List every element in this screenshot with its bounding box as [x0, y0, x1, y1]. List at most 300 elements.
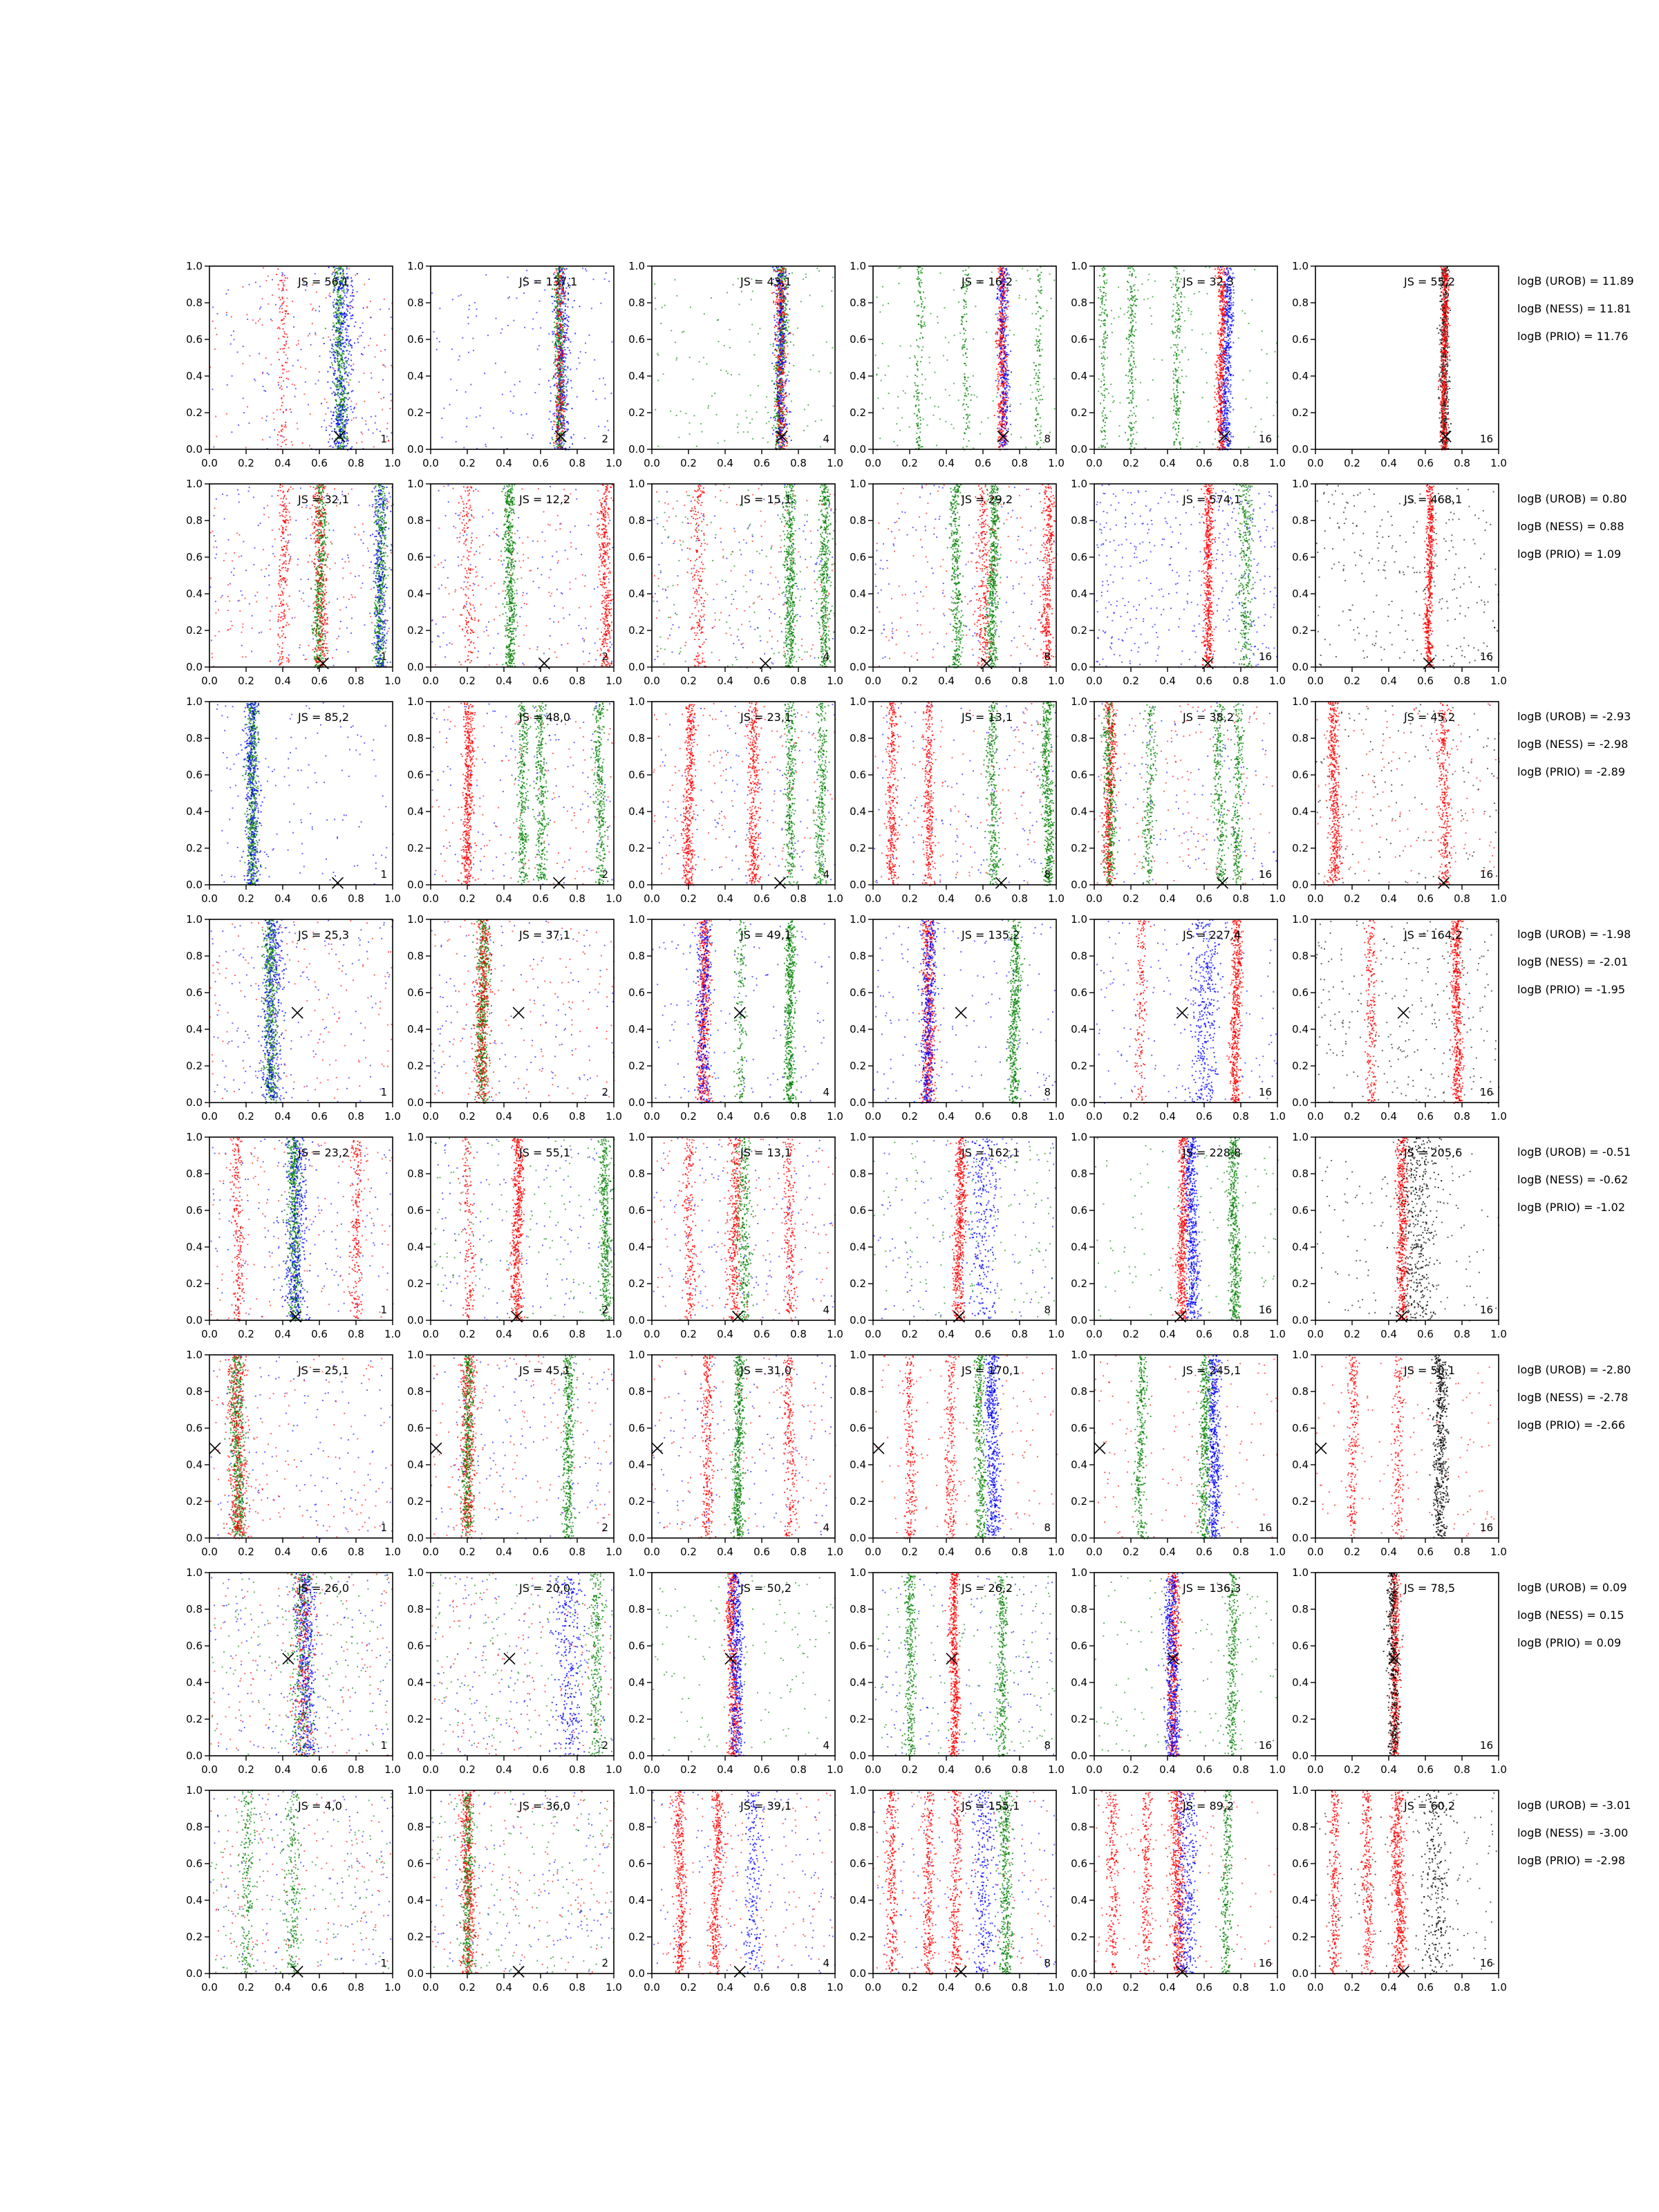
scatter-point	[297, 422, 298, 424]
scatter-point	[283, 301, 285, 302]
scatter-point	[338, 409, 339, 411]
scatter-point	[559, 394, 561, 395]
scatter-point	[364, 401, 365, 402]
scatter-point	[487, 335, 489, 336]
scatter-point	[344, 364, 345, 365]
scatter-point	[361, 431, 362, 433]
scatter-point	[344, 317, 346, 318]
scatter-point	[330, 388, 332, 389]
scatter-point	[342, 337, 344, 338]
scatter-point	[462, 337, 463, 339]
scatter-point	[272, 294, 273, 296]
scatter-point	[706, 364, 708, 365]
scatter-point	[724, 345, 725, 346]
scatter-point	[344, 385, 345, 386]
scatter-point	[793, 365, 794, 366]
scatter-point	[331, 418, 332, 420]
scatter-point	[785, 330, 787, 331]
scatter-point	[776, 357, 777, 358]
scatter-point	[470, 384, 471, 385]
scatter-point	[341, 355, 342, 357]
scatter-point	[751, 418, 753, 420]
scatter-point	[561, 396, 562, 397]
scatter-point	[561, 417, 563, 418]
scatter-point	[519, 381, 521, 382]
scatter-point	[346, 409, 347, 410]
scatter-point	[773, 425, 774, 427]
scatter-point	[774, 410, 776, 411]
scatter-point	[333, 339, 335, 340]
scatter-point	[346, 268, 348, 270]
scatter-point	[362, 354, 364, 355]
scatter-point	[347, 360, 348, 362]
scatter-point	[382, 409, 383, 411]
scatter-point	[333, 315, 335, 317]
scatter-point	[495, 363, 496, 364]
scatter-point	[711, 395, 713, 397]
scatter-point	[741, 291, 742, 292]
scatter-point	[559, 267, 561, 268]
scatter-panel	[186, 260, 401, 469]
scatter-point	[344, 346, 346, 347]
scatter-point	[259, 353, 260, 355]
scatter-point	[379, 309, 381, 310]
scatter-point	[337, 309, 339, 310]
scatter-point	[355, 321, 357, 323]
scatter-point	[339, 380, 341, 382]
scatter-point	[283, 348, 285, 349]
scatter-point	[539, 301, 541, 302]
scatter-point	[281, 405, 283, 406]
scatter-point	[339, 372, 341, 373]
scatter-point	[559, 416, 561, 418]
scatter-point	[350, 379, 351, 381]
scatter-point	[348, 382, 350, 384]
scatter-point	[279, 328, 281, 330]
scatter-point	[561, 270, 563, 272]
scatter-point	[555, 317, 556, 319]
scatter-point	[337, 384, 339, 386]
scatter-point	[564, 349, 565, 350]
scatter-point	[310, 303, 312, 305]
scatter-point	[555, 308, 556, 309]
scatter-point	[348, 343, 350, 344]
scatter-point	[308, 335, 309, 337]
scatter-point	[566, 395, 568, 396]
scatter-point	[608, 429, 609, 431]
scatter-point	[500, 437, 502, 438]
scatter-point	[386, 428, 388, 429]
scatter-point	[556, 288, 557, 290]
scatter-point	[565, 375, 566, 376]
scatter-point	[341, 290, 343, 292]
scatter-point	[282, 288, 283, 289]
scatter-point	[733, 284, 734, 285]
scatter-point	[565, 303, 566, 305]
scatter-point	[286, 306, 288, 307]
scatter-point	[346, 410, 348, 411]
scatter-point	[676, 359, 677, 361]
scatter-point	[247, 319, 248, 320]
scatter-point	[344, 362, 345, 364]
scatter-point	[216, 435, 217, 437]
scatter-point	[433, 331, 435, 332]
scatter-point	[349, 312, 350, 314]
scatter-point	[279, 311, 281, 312]
scatter-point	[336, 384, 337, 386]
scatter-point	[341, 322, 342, 324]
scatter-point	[560, 368, 561, 370]
scatter-point	[336, 401, 337, 402]
scatter-point	[556, 385, 557, 386]
scatter-point	[247, 406, 248, 408]
scatter-point	[341, 389, 343, 391]
scatter-point	[557, 351, 559, 353]
scatter-point	[337, 316, 338, 317]
scatter-point	[346, 288, 348, 290]
scatter-point	[343, 447, 344, 448]
scatter-point	[343, 303, 344, 304]
scatter-point	[344, 300, 345, 301]
x-tick-label: 1.0	[827, 457, 843, 469]
scatter-point	[554, 447, 556, 449]
scatter-point	[231, 335, 232, 336]
scatter-point	[561, 379, 563, 381]
x-tick-label: 0.8	[569, 457, 585, 469]
scatter-point	[774, 401, 776, 402]
scatter-point	[560, 423, 561, 424]
scatter-point	[676, 357, 677, 359]
scatter-point	[282, 365, 283, 366]
scatter-point	[579, 362, 581, 364]
scatter-point	[280, 409, 281, 411]
scatter-point	[259, 308, 261, 310]
scatter-point	[333, 412, 335, 413]
axes-frame	[209, 266, 393, 449]
scatter-point	[560, 306, 561, 307]
scatter-point	[539, 368, 541, 370]
scatter-point	[342, 367, 344, 368]
scatter-point	[521, 414, 522, 415]
scatter-point	[346, 440, 347, 442]
scatter-point	[373, 433, 374, 434]
y-tick-label: 0.8	[407, 297, 424, 309]
scatter-point	[611, 393, 612, 394]
scatter-point	[267, 373, 268, 374]
scatter-point	[563, 420, 565, 421]
scatter-point	[561, 359, 563, 361]
scatter-point	[708, 405, 709, 406]
scatter-point	[563, 411, 564, 412]
scatter-point	[338, 424, 339, 426]
scatter-point	[337, 341, 339, 343]
scatter-point	[554, 373, 556, 374]
y-tick-label: 1.0	[407, 260, 424, 272]
scatter-point	[564, 428, 565, 429]
scatter-point	[340, 444, 341, 446]
scatter-point	[501, 328, 503, 330]
scatter-point	[569, 350, 570, 351]
scatter-point	[335, 407, 336, 409]
scatter-point	[342, 429, 344, 431]
scatter-point	[283, 352, 285, 353]
y-tick-label: 0.0	[628, 443, 645, 456]
scatter-point	[756, 411, 758, 413]
scatter-point	[568, 293, 569, 294]
scatter-point	[350, 318, 351, 319]
scatter-point	[563, 440, 564, 442]
scatter-point	[349, 351, 350, 353]
scatter-point	[749, 422, 751, 424]
scatter-point	[553, 362, 554, 364]
scatter-point	[683, 331, 684, 332]
scatter-point	[565, 312, 566, 314]
scatter-point	[563, 273, 565, 274]
scatter-point	[826, 341, 827, 343]
scatter-point	[282, 429, 283, 430]
scatter-point	[359, 327, 361, 328]
scatter-point	[230, 344, 232, 345]
scatter-point	[282, 442, 283, 443]
scatter-point	[561, 442, 563, 443]
scatter-point	[774, 392, 775, 393]
scatter-point	[344, 393, 346, 394]
scatter-point	[339, 366, 340, 368]
scatter-point	[375, 415, 376, 417]
scatter-point	[351, 347, 353, 348]
scatter-point	[776, 367, 777, 368]
x-tick-label: 0.2	[459, 457, 476, 469]
scatter-point	[592, 391, 594, 392]
scatter-point	[357, 273, 358, 274]
scatter-point	[319, 310, 320, 312]
scatter-point	[559, 328, 560, 329]
scatter-point	[565, 332, 566, 333]
scatter-point	[439, 308, 440, 309]
scatter-point	[554, 355, 556, 356]
scatter-point	[574, 332, 576, 334]
scatter-point	[346, 329, 348, 330]
scatter-point	[337, 420, 339, 421]
scatter-point	[284, 333, 285, 335]
scatter-point	[305, 290, 306, 291]
scatter-point	[337, 354, 338, 355]
scatter-point	[566, 391, 568, 392]
scatter-point	[341, 392, 342, 393]
scatter-point	[558, 426, 559, 427]
scatter-point	[286, 371, 288, 373]
scatter-point	[333, 312, 335, 314]
scatter-point	[468, 323, 469, 324]
scatter-point	[572, 443, 573, 444]
scatter-point	[283, 284, 284, 285]
x-tick-label: 0.4	[717, 457, 733, 469]
y-tick-label: 0.4	[628, 370, 645, 382]
scatter-point	[331, 345, 332, 346]
scatter-point	[485, 274, 487, 276]
scatter-point	[284, 440, 285, 441]
scatter-point	[346, 328, 347, 329]
scatter-point	[787, 301, 789, 302]
scatter-point	[556, 345, 557, 346]
scatter-point	[281, 435, 283, 437]
scatter-point	[282, 298, 283, 299]
scatter-point	[391, 317, 392, 318]
scatter-point	[344, 402, 345, 403]
scatter-point	[254, 379, 255, 380]
scatter-point	[330, 339, 331, 341]
scatter-point	[576, 368, 577, 370]
scatter-point	[555, 377, 556, 379]
scatter-point	[557, 418, 559, 420]
scatter-point	[349, 302, 350, 303]
scatter-point	[348, 419, 349, 420]
scatter-point	[554, 413, 555, 414]
scatter-point	[346, 436, 348, 438]
y-tick-label: 0.2	[186, 406, 203, 419]
scatter-point	[350, 315, 352, 317]
scatter-point	[380, 350, 382, 352]
scatter-point	[338, 389, 339, 391]
scatter-point	[337, 424, 338, 426]
scatter-point	[336, 423, 337, 424]
scatter-point	[341, 400, 342, 402]
scatter-point	[384, 299, 385, 300]
scatter-point	[371, 416, 372, 418]
scatter-point	[552, 413, 554, 415]
scatter-point	[473, 350, 474, 351]
scatter-point	[350, 277, 352, 279]
scatter-point	[342, 306, 344, 308]
scatter-point	[341, 386, 342, 387]
scatter-point	[739, 303, 740, 305]
scatter-point	[800, 301, 802, 302]
scatter-point	[767, 442, 769, 443]
scatter-point	[341, 329, 343, 330]
scatter-point	[326, 430, 327, 431]
scatter-point	[786, 414, 787, 415]
scatter-point	[565, 383, 567, 384]
scatter-point	[554, 395, 556, 396]
scatter-point	[776, 378, 778, 379]
scatter-point	[562, 344, 563, 345]
scatter-point	[334, 290, 335, 291]
scatter-point	[745, 411, 747, 412]
scatter-point	[564, 400, 565, 401]
scatter-point	[348, 336, 349, 337]
scatter-point	[350, 406, 352, 407]
scatter-point	[559, 418, 561, 420]
scatter-point	[326, 402, 328, 403]
scatter-point	[276, 409, 278, 411]
scatter-point	[830, 373, 832, 374]
scatter-point	[337, 299, 338, 301]
scatter-point	[337, 320, 339, 321]
scatter-point	[556, 312, 557, 314]
scatter-point	[563, 336, 565, 337]
scatter-point	[285, 313, 286, 315]
scatter-point	[585, 343, 586, 344]
scatter-point	[563, 272, 564, 273]
scatter-point	[341, 366, 342, 367]
scatter-point	[778, 348, 779, 349]
scatter-point	[339, 377, 341, 379]
scatter-point	[335, 378, 337, 379]
scatter-point	[562, 431, 563, 432]
scatter-point	[557, 355, 559, 357]
scatter-point	[738, 423, 740, 424]
scatter-point	[560, 297, 561, 299]
scatter-point	[283, 323, 285, 324]
scatter-point	[717, 319, 718, 321]
scatter-point	[366, 307, 368, 308]
scatter-point	[255, 380, 256, 382]
scatter-point	[776, 368, 778, 369]
scatter-point	[346, 419, 347, 420]
scatter-point	[350, 365, 352, 366]
scatter-point	[351, 447, 353, 448]
scatter-point	[279, 377, 280, 378]
scatter-point	[296, 344, 297, 346]
scatter-point	[272, 279, 273, 281]
scatter-point	[231, 316, 232, 317]
scatter-point	[333, 373, 335, 375]
scatter-point	[563, 424, 565, 425]
scatter-point	[563, 407, 564, 409]
scatter-point	[607, 420, 608, 422]
scatter-point	[787, 330, 789, 332]
scatter-point	[375, 356, 376, 357]
scatter-point	[822, 306, 823, 307]
scatter-point	[330, 411, 332, 413]
scatter-point	[554, 374, 556, 375]
scatter-point	[523, 292, 525, 294]
scatter-point	[565, 369, 567, 371]
scatter-point	[274, 429, 275, 431]
scatter-point	[557, 310, 559, 311]
scatter-point	[217, 313, 218, 315]
scatter-point	[563, 298, 565, 299]
scatter-point	[738, 374, 740, 375]
scatter-point	[305, 368, 306, 369]
y-tick-label: 0.0	[407, 443, 424, 456]
scatter-point	[337, 353, 339, 354]
scatter-point	[283, 328, 284, 330]
scatter-point	[343, 413, 344, 414]
scatter-point	[550, 393, 552, 394]
scatter-point	[832, 276, 834, 278]
scatter-point	[561, 355, 563, 356]
scatter-point	[785, 353, 786, 355]
scatter-point	[831, 290, 832, 292]
scatter-point	[560, 402, 561, 403]
scatter-point	[342, 391, 344, 392]
x-tick-label: 0.8	[348, 457, 364, 469]
scatter-point	[342, 270, 344, 272]
scatter-point	[657, 355, 659, 356]
scatter-point	[288, 371, 290, 372]
scatter-point	[584, 438, 585, 439]
scatter-point	[782, 359, 783, 360]
scatter-point	[348, 326, 350, 327]
scatter-point	[570, 353, 571, 354]
scatter-point	[336, 272, 337, 273]
scatter-point	[344, 411, 346, 413]
scatter-point	[332, 447, 334, 448]
scatter-point	[777, 269, 778, 270]
scatter-point	[378, 392, 379, 393]
scatter-point	[339, 318, 340, 319]
